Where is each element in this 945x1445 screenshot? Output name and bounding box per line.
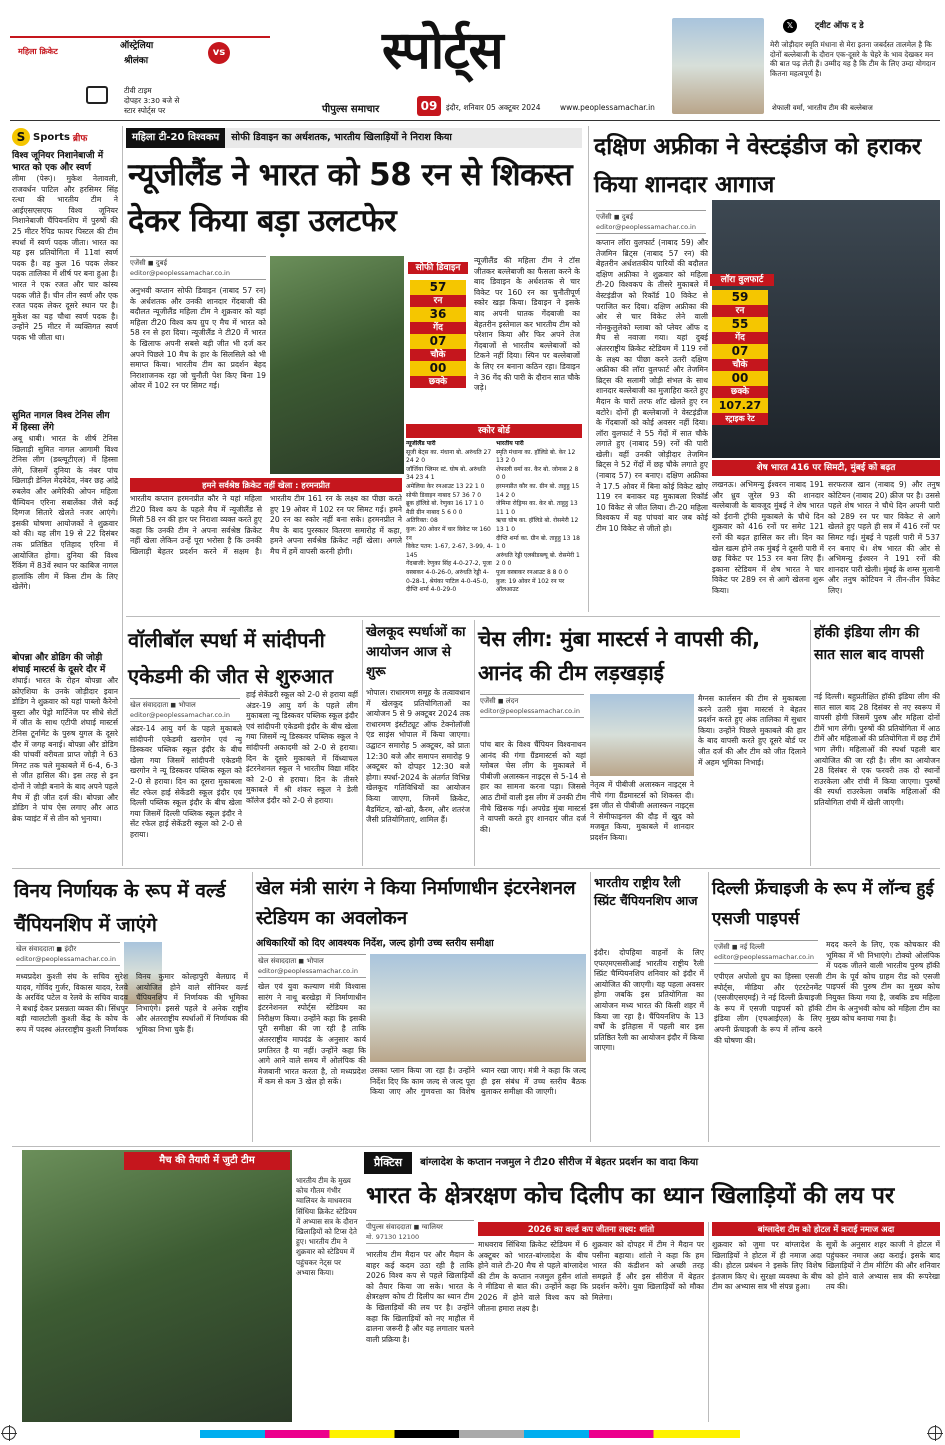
brief-item-text: शंघाई। भारत के रोहन बोपन्ना और क्रोएशिया के उनके जोड़ीदार इवान डोडिग ने शुक्रवार को यहां पाब्लो कैरेनो बुस्टा और पेड्रो मार्टिनेज पर सीधे सेटों में जीत के साथ एटीपी शंघाई मास्टर्स टेनिस टूर्नामेंट के पुरुष युगल के दूसरे दौर में जगह बनाई। बोपन्ना और डोडिग की पांचवीं वरीयता प्राप्त जोड़ी ने 63 मिनट तक चले मुकाबले में 6-4, 6-3 से जीत हासिल की। इस तरह से इन दोनों ने जोड़ी बनाने के बाद अपने पहले मैच में ही जीत दर्ज की। बोपन्ना और डोडिग ने पांच ऐस लगाए और आठ ब्रेक प्वाइंट में से तीन को भुनाया। — [12, 676, 118, 823]
score-line: ब्रूक हॉलिडे बो. रेणुका 16 17 1 0 — [406, 500, 484, 508]
stat-label: रन — [712, 305, 768, 317]
sa-sub-col2: सरफराज खान (नाबाद 9) और तनुष कोटियन (नाबाद 20) क्रीज पर है। उससे पहले शेष भारत ने चौथे दिन अपनी पारी को 289 रन पर चार विकेट से आगे खेलते हुए पहले ही सत्र में 416 रनों पर सिमट गई। मुंबई ने पहली पारी में 537 रन बनाए थे। शेष भारत की ओर से अभिमन्यु ईश्वरन ने 191 रनों की शानदार पारी खेली। मुंबई के शम्स मुलानी और तनुष कोटियन ने तीन-तीन विकेट लिए। — [828, 480, 940, 595]
byline-agency: एजेंसी — [714, 943, 730, 951]
registration-mark — [928, 1426, 942, 1440]
brief-item-title: विश्व जूनियर निशानेबाजी में भारत को एक और स्वर्ण — [12, 151, 104, 173]
byline-email: editor@peoplessamachar.co.in — [596, 223, 696, 231]
byline-agency: एजेंसी — [480, 697, 496, 705]
byline-city: दुबई — [155, 259, 168, 267]
score-line: अमेलिया केर रनआउट 13 22 1 0 — [406, 482, 485, 490]
score-line: पूजा वस्त्राकर रनआउट 8 8 0 0 — [496, 568, 568, 576]
byline-agency: खेल संवाददाता — [130, 701, 169, 709]
practice-photo-banner: मैच की तैयारी में जुटी टीम — [124, 1152, 290, 1170]
byline-city: लंदन — [505, 697, 519, 705]
website: www.peoplessamachar.in — [560, 103, 655, 112]
stat-value: 07 — [712, 344, 768, 359]
byline-agency: पीपुल्स संवाददाता — [366, 1223, 412, 1231]
lead-kicker-label: महिला टी-20 विश्वकप — [126, 128, 225, 148]
score-line: कुल: 19 ओवर में 102 रन पर ऑलआउट — [496, 577, 565, 594]
vs-block — [18, 40, 248, 80]
sarang-photo — [370, 954, 586, 1062]
brief-logo-badge: S — [12, 128, 30, 146]
sa-sub-banner: शेष भारत 416 पर सिमटी, मुंबई को बढ़त — [712, 460, 940, 476]
byline-city: दुबई — [621, 213, 634, 221]
byline-phone: मो. 97130 12100 — [366, 1233, 420, 1241]
practice-headline: भारत के क्षेत्ररक्षण कोच दिलीप का ध्यान खिलाड़ियों की लय पर — [366, 1183, 895, 1209]
lead-col1: अनुभवी कप्तान सोफी डिवाइन (नाबाद 57 रन) के अर्धशतक और उनकी शानदार गेंदबाजी की बदौलत न्यूजीलैंड महिला टीम ने शुक्रवार को यहां महिला टी20 विश्व कप ग्रुप ए मैच में भारत को 58 रन से हरा दिया। न्यूजीलैंड ने टी20 में भारत के खिलाफ अपनी सबसे बड़ी जीत भी दर्ज कर अपने पिछले 10 मैच के हार के सिलसिले को भी समाप्त किया। भारतीय टीम का प्रदर्शन बेहद निराशाजनक रहा जो चुनौती पेश किए बिना 19 ओवर में 102 रन पर सिमट गई। — [130, 286, 266, 391]
practice-kicker — [364, 1152, 940, 1174]
scoreboard-title: स्कोर बोर्ड — [406, 424, 582, 438]
volley-col2: हाई सेकेंडरी स्कूल को 2-0 से हराया वहीं अंडर-19 आयु वर्ग के पहले लीग मुकाबला न्यू डिस्कवर पब्लिक स्कूल इंदौर एवं सांदीपनी एकेडमी इंदौर के बीच खेला गया जिसमें न्यू डिस्कवर पब्लिक स्कूल ने सांदीपनी अकादमी को 2-0 से हराया। दिन के दूसरे मुकाबले में विंध्याचल इंटरनेशनल स्कूल ने भारतीय विद्या मंदिर को 2-0 से हराया। दिन के तीसरे मुकाबले में श्री शंकर स्कूल ने डेली कॉलेज इंदौर को 2-0 से हराया। — [246, 690, 358, 805]
brief-logo-tag: ब्रीफ — [72, 133, 88, 144]
sa-byline: एजेंसी ◼ दुबई editor@peoplessamachar.co.in — [596, 210, 706, 234]
vinay-text: मध्यप्रदेश कुश्ती संघ के सचिव सुरेश यादव, गोविंद गुर्जर, विकास यादव, रेलवे के अरविंद पटेल व रेलवे के सचिव यादव ने बधाई देकर प्रसन्नता व्यक्त की। सिंधपुर बड़ी ग्वालटोली कुश्ती केंद्र के कोच के रूप में पदस्थ अंतरराष्ट्रीय कुश्ती निर्णायक विनय कुमार कोल्हापुरी बेलग्राद में आयोजित होने वाले सीनियर वर्ल्ड चैंपियनशिप में निर्णायक की भूमिका निभाएंगे। इससे पहले वे अनेक राष्ट्रीय और अंतरराष्ट्रीय स्पर्धाओं में निर्णायक की भूमिका निभा चुके हैं। — [16, 972, 248, 1034]
masthead-bottom-rule — [10, 120, 940, 121]
chess-photo — [590, 694, 694, 776]
byline-email: editor@peoplessamachar.co.in — [480, 707, 580, 715]
tweet-author: शेफाली वर्मा, भारतीय टीम की बल्लेबाज — [772, 104, 873, 112]
stat-label: चौके — [712, 359, 768, 371]
byline-city: नई दिल्ली — [739, 943, 765, 951]
tweet-text: मेरी जोड़ीदार स्मृति मंधाना से मेरा इतना जबर्दस्त तालमेल है कि दोनों बल्लेबाजी के दौरान एक-दूसरे के चेहरे के भाव देखकर मन की बात पढ़ लेती हैं। उम्मीद यह है कि टीम के लिए उम्दा योगदान कितना महत्वपूर्ण है। — [770, 40, 936, 78]
sarang-col2: उसका प्लान किया जा रहा है। उन्होंने निर्देश दिए कि काम जल्द से जल्द पूरा किया जाए और गुणवत्ता का विशेष ध्यान रखा जाए। मंत्री ने कहा कि जल्द ही इस संबंध में उच्च स्तरीय बैठक बुलाकर समीक्षा की जाएगी। — [370, 1066, 586, 1097]
stat-label: गेंद — [410, 322, 466, 334]
events-text: भोपाल। राधारमण समूह के तत्वावधान में खेलकूद प्रतियोगिताओं का आयोजन 5 से 9 अक्टूबर 2024 तक राधारमण इंस्टीट्यूट ऑफ टेक्नोलॉजी एंड साइंस भोपाल में किया जाएगा। उद्घाटन समारोह 5 अक्टूबर, को प्रातः 12:30 बजे और समापन समारोह 9 अक्टूबर को दोपहर 12:30 बजे होगा। स्पर्धा-2024 के अंतर्गत विभिन्न खेलकूद गतिविधियों का आयोजन किया जाएगा, जिनमें क्रिकेट, बैडमिंटन, खो-खो, कैरम, और शतरंज जैसी प्रतियोगिताएं, शामिल हैं। — [366, 688, 470, 825]
byline-email: editor@peoplessamachar.co.in — [130, 269, 230, 277]
chess-col1: पांच बार के विश्व चैंपियन विश्वनाथन आनंद की गंगा ग्रैंडमास्टर्स को यहां ग्लोबल चेस लीग के मुकाबले में पीबीजी अलास्कन नाइट्स से 5-14 से हार का सामना करना पड़ा। जिससे आठ टीमों वाली इस लीग में उनकी टीम नीचे खिसक गई। अपग्रेड मुंबा मास्टर्स ने वापसी करते हुए शानदार जीत दर्ज की। — [480, 740, 586, 834]
team2: श्रीलंका — [124, 56, 149, 66]
score-line: सोफी डिवाइन नाबाद 57 36 7 0 — [406, 491, 482, 499]
lead-stats — [410, 280, 466, 388]
color-strip — [200, 1430, 740, 1438]
delhi-byline: एजेंसी ◼ नई दिल्ली editor@peoplessamachar.co.in — [714, 940, 818, 964]
score-line: अतिरिक्त: 08 — [406, 517, 438, 525]
lead-kicker — [126, 128, 582, 148]
brief-divider — [122, 126, 123, 866]
practice-photo-caption: भारतीय टीम के मुख्य कोच गौतम गंभीर ग्वालियर के माधवराव सिंधिया क्रिकेट स्टेडियम में अभ्यास सत्र के दौरान खिलाड़ियों को टिप्स देते हुए। भारतीय टीम ने शुक्रवार को स्टेडियम में पहुंचकर नेट्स पर अभ्यास किया। — [296, 1176, 358, 1277]
practice-photo — [22, 1150, 292, 1422]
score-line: सूजी बेट्स का. मंधाना बो. अरुंधति 27 24 2 0 — [406, 448, 492, 465]
vinay-headline: विनय निर्णायक के रूप में वर्ल्ड चैंपियनशिप में जाएंगे — [14, 880, 226, 936]
stat-value: 107.27 — [712, 398, 768, 413]
stat-label: रन — [410, 295, 466, 307]
scoreboard-right — [496, 440, 582, 598]
byline-email: editor@peoplessamachar.co.in — [130, 711, 230, 719]
practice-side-col2: शुक्रवार को दोपहर में टीम ने मैदान पर पसीना बहाया। शांतो ने कहा कि हम भारत की कंडीशन को अच्छी तरह समझते हैं और इस सीरीज में बेहतर प्रदर्शन करेंगे। युवा खिलाड़ियों को मौका मिलेगा। — [592, 1240, 704, 1302]
volley-byline: खेल संवाददाता ◼ भोपाल editor@peoplessamachar.co.in — [130, 698, 240, 722]
sa-sub-col1: लखनऊ। अभिमन्यु ईश्वरन नाबाद 191 और ध्रुव जुरेल 93 की शानदार बल्लेबाजी के बावजूद मुंबई ने शेष भारत को ईरानी ट्रॉफी मुकाबले के चौथे दिन शुक्रवार को 416 रनों पर समेट 121 रनों की बढ़त हासिल कर ली। दिन का खेल खत्म होने तक मुंबई ने दूसरी पारी में छह विकेट पर 153 रन बना लिए हैं। इकाना स्टेडियम में शेष भारत ने चार विकेट पर 289 रन से आगे खेलना शुरू किया। — [712, 480, 824, 595]
brief-item-text: लीमा (पेरू)। मुकेश नेलावली, राजवर्धन पाटिल और हरसिमर सिंह रत्था की भारतीय टीम ने आईएसएसएफ विश्व जूनियर निशानेबाजी चैंपियनशिप में पुरुषों की 25 मीटर रैपिड फायर पिस्टल की टीम स्पर्धा में स्वर्ण पदक जीता। भारत का यह इस प्रतियोगिता में 11वां स्वर्ण पदक है। वह कुल 16 पदक लेकर पदक तालिका में शीर्ष पर बना हुआ है। भारत ने एक रजत और चार कांस्य पदक जीते हैं। चीन तीन स्वर्ण और एक रजत पदक लेकर दूसरे स्थान पर है। मुकेश का यह चौथा स्वर्ण पदक है। उन्होंने 25 मीटर में व्यक्तिगत स्वर्ण पदक भी जीता था। — [12, 174, 118, 342]
stat-value: 57 — [410, 280, 466, 295]
stat-label: छक्के — [410, 376, 466, 388]
brief-logo-word: Sports — [33, 131, 70, 143]
practice-col1: भारतीय टीम मैदान पर और मैदान के बाहर कई कदम उठा रही है ताकि 2026 विश्व कप से पहले खिलाड़ियों को तैयार किया जा सके। भारत के क्षेत्ररक्षण कोच टी दिलीप का ध्यान टीम के खिलाड़ियों की लय पर है। उन्होंने कहा कि खिलाड़ियों को नए माहौल में ढालना जरूरी है और यह लगातार चलने वाली प्रक्रिया है। — [366, 1250, 474, 1344]
practice-side-banner2: बांग्लादेश टीम को होटल में कराई नमाज अदा — [712, 1222, 940, 1236]
lead-headline: न्यूजीलैंड ने भारत को 58 रन से शिकस्त देकर किया बड़ा उलटफेर — [128, 157, 573, 239]
byline-city: भोपाल — [306, 957, 324, 965]
volley-headline: वॉलीबॉल स्पर्धा में सांदीपनी एकेडमी की जीत से शुरुआत — [128, 628, 333, 688]
stat-value: 07 — [410, 334, 466, 349]
hockey-headline: हॉकी इंडिया लीग की सात साल बाद वापसी — [814, 625, 924, 663]
practice-divider — [708, 1222, 709, 1422]
page-number: 09 — [417, 96, 441, 116]
score-line: हरमनप्रीत कौर का. ग्रीन बो. ताहुहु 15 14 2 0 — [496, 482, 580, 499]
chess-divider — [810, 620, 811, 866]
quote-banner: हमने सर्वश्रेष्ठ क्रिकेट नहीं खेला : हरमनप्रीत — [130, 478, 402, 492]
lead-col2: न्यूजीलैंड की महिला टीम ने टॉस जीतकर बल्लेबाजी का फैसला करने के बाद डिवाइन के अर्धशतक से चार विकेट पर 160 रन का चुनौतीपूर्ण स्कोर खड़ा किया। डिवाइन ने इसके बाद अपनी घातक गेंदबाजी का बेहतरीन इस्तेमाल कर भारतीय टीम को परेशान किया और फिर अपने तेज गेंदबाजों से भारतीय बल्लेबाजों को टिकने नहीं दिया। स्पिन पर बल्लेबाजों के लिए रन बनाना कठिन रहा। डिवाइन ने 36 गेंद की पारी के दौरान सात चौके जड़े। — [474, 256, 580, 393]
masthead-title: स्पोर्ट्स — [382, 21, 503, 81]
chess-col3: मैग्नस कार्लसन की टीम से मुकाबला करने उतरी मुंबा मास्टर्स ने बेहतर प्रदर्शन करते हुए अंक तालिका में सुधार किया। उन्होंने पिछले मुकाबले की हार के बाद वापसी करते हुए दूसरे बोर्ड पर जीत दर्ज की और टीम को जीत दिलाने में अहम भूमिका निभाई। — [698, 694, 806, 767]
byline-city: ग्वालियर — [421, 1223, 443, 1231]
score-line: भारतीय पारी — [496, 440, 524, 447]
tv-line2: दोपहर 3:30 बजे से — [124, 96, 180, 105]
score-line: जेमिमा रोड्रिग्स का. केर बो. ताहुहु 13 11 1 0 — [496, 500, 578, 516]
byline-agency: खेल संवाददाता — [16, 945, 55, 953]
events-headline: खेलकूद स्पर्धाओं का आयोजन आज से शुरू — [366, 624, 466, 680]
practice-kicker-text: बांग्लादेश के कप्तान नजमुल ने टी20 सीरीज में बेहतर प्रदर्शन का वादा किया — [420, 1157, 699, 1168]
score-line: विकेट पतन: 1-67, 2-67, 3-99, 4-145 — [406, 543, 493, 559]
stat-label: चौके — [410, 349, 466, 361]
sa-stats — [712, 290, 768, 425]
brief-logo — [12, 126, 118, 148]
scoreboard-left — [406, 440, 494, 598]
stat-value: 00 — [712, 371, 768, 386]
chess-col2: नेतृत्व में पीबीजी अलास्कन नाइट्स ने नीचे गंगा ग्रैंडमास्टर्स को शिकस्त दी। इस जीत से पीबीजी अलास्कन नाइट्स ने सेमीफाइनल की दौड़ में खुद को मजबूत किया, मुकाबले में शानदार प्रदर्शन किया। — [590, 780, 694, 842]
volley-divider — [362, 620, 363, 866]
section-rule-2 — [12, 868, 940, 869]
byline-city: इंदौर — [64, 945, 77, 953]
stat-value: 59 — [712, 290, 768, 305]
sa-text: कप्तान लॉरा वुलफार्ट (नाबाद 59) और तेजमिन ब्रिट्स (नाबाद 57 रन) की बेहतरीन अर्धशतकीय पारियों की बदौलत दक्षिण अफ्रीका ने शुक्रवार को महिला टी-20 विश्वकप के तीसरे मुकाबले में वेस्टइंडीज को रिकॉर्ड 10 विकेट से पराजित कर दिया। दक्षिण अफ्रीका की ओर से चार विकेट लेने वाली नोनकुलुलेको म्लाबा को प्लेयर ऑफ द मैच से नवाजा गया। यहां दुबई अंतरराष्ट्रीय क्रिकेट स्टेडियम में 119 रनों के लक्ष्य का पीछा करने उतरी दक्षिण अफ्रीका की लॉरा वुलफार्ट और तेजमिन ब्रिट्स की सलामी जोड़ी संभल के साथ शानदार बल्लेबाजी का मुजाहिरा करते हुए मैदान के चारों तरफ शॉट खेलते हुए रन बटोरे। दोनों ही बल्लेबाजों ने वेस्टइंडीज के गेंदबाजों को कोई अवसर नहीं दिया। लॉरा वुलफार्ट ने 55 गेंदों में सात चौके लगाते हुए (नाबाद 59) रनों की पारी खेली। वहीं उनकी जोड़ीदार तेजमिन ब्रिट्स ने 52 गेंदों में छह चौके लगाते हुए (नाबाद 57) रन बनाए। दक्षिण अफ्रीका ने 17.5 ओवर में बिना कोई विकेट खोए 119 रन बनाकर यह मुकाबला रिकॉर्ड 10 विकेट से जीत लिया। टी-20 महिला विश्वकप में यह पांचवां बार जब कोई टीम 10 विकेट से जीतो हो। — [596, 238, 708, 534]
sarang-subhead: अधिकारियों को दिए आवश्यक निर्देश, जल्द होगी उच्च स्तरीय समीक्षा — [256, 938, 494, 949]
brief-item-title: सुमित नागल विश्व टेनिस लीग में हिस्सा लेंगे — [12, 411, 110, 433]
stat-label: स्ट्राइक रेट — [712, 413, 768, 425]
delhi-col1: एपीएल अपोलो ग्रुप का हिस्सा एसजी स्पोर्ट्स, मीडिया और एंटरटेनमेंट (एसजीएसएमई) ने नई दिल्ली फ्रेंचाइजी के रूप में एसजी पाइपर्स को हॉकी इंडिया लीग (एचआईएल) के लिए अपनी फ्रेंचाइजी के रूप में लॉन्च करने की घोषणा की। — [714, 972, 822, 1045]
lead-player-photo — [270, 256, 404, 474]
byline-agency: खेल संवाददाता — [258, 957, 297, 965]
section-rule-1 — [126, 616, 940, 617]
vs-badge: vs — [208, 42, 230, 64]
stat-value: 55 — [712, 317, 768, 332]
stat-value: 00 — [410, 361, 466, 376]
rally-headline: भारतीय राष्ट्रीय रैली स्प्रिंट चैंपियनशिप आज — [594, 875, 698, 908]
quote-text: भारतीय कप्तान हरमनप्रीत कौर ने यहां महिला टी20 विश्व कप के पहले मैच में न्यूजीलैंड से मिली 58 रन की हार पर निराशा व्यक्त करते हुए कहा कि उनकी टीम ने अपना सर्वश्रेष्ठ क्रिकेट नहीं खेला लेकिन उन्हें पूरा भरोसा है कि उनकी खिलाड़ी बेहतर प्रदर्शन करने में सक्षम है। भारतीय टीम 161 रन के लक्ष्य का पीछा करते हुए 19 ओवर में 102 रन पर सिमट गई। हमने 20 रन का स्कोर नहीं बना सके। हरमनप्रीत ने मैच के बाद पुरस्कार वितरण समारोह में कहा, हमने अपना सर्वश्रेष्ठ क्रिकेट नहीं खेला। अगले मैच में हमें वापसी करनी होगी। — [130, 494, 402, 556]
sarang-divider — [590, 872, 591, 1142]
stat-label: गेंद — [712, 332, 768, 344]
rally-divider — [708, 872, 709, 1142]
lead-player-name: सोफी डिवाइन — [408, 262, 468, 274]
byline-agency: एजेंसी — [130, 259, 146, 267]
lead-kicker-text: सोफी डिवाइन का अर्धशतक, भारतीय खिलाड़ियों ने निराश किया — [225, 128, 582, 148]
vinay-byline: खेल संवाददाता ◼ इंदौर editor@peoplessamachar.co.in — [16, 942, 120, 966]
chess-byline: एजेंसी ◼ लंदन editor@peoplessamachar.co.in — [480, 694, 584, 718]
practice-kicker-label: प्रैक्टिस — [364, 1152, 412, 1174]
tv-icon — [86, 86, 108, 104]
lead-byline: एजेंसी ◼ दुबई editor@peoplessamachar.co.in — [130, 256, 266, 280]
score-line: अरुंधति रेड्डी एलबीडब्ल्यू बो. रोसमेरी 1 2 0 0 — [496, 551, 580, 568]
tweet-photo — [672, 18, 764, 114]
practice-side-banner1: 2026 का वर्ल्ड कप जीतना लक्ष्य: शांतो — [478, 1222, 704, 1236]
team1: ऑस्ट्रेलिया — [120, 41, 154, 51]
tv-line1: टीवी टाइम — [124, 86, 152, 95]
byline-email: editor@peoplessamachar.co.in — [16, 955, 116, 963]
masthead-brand: पीपुल्स समाचार — [322, 104, 380, 115]
byline-email: editor@peoplessamachar.co.in — [714, 953, 814, 961]
practice-side-col3: शुक्रवार को जुमा पर बांग्लादेश के खिलाड़ियों ने होटल में ही नमाज अदा की। होटल प्रबंधन ने इसके लिए विशेष इंतजाम किए थे। सुरक्षा व्यवस्था के बीच टीम का अभ्यास सत्र भी संपन्न हुआ। — [712, 1240, 822, 1292]
tv-time-block — [124, 86, 179, 116]
byline-email: editor@peoplessamachar.co.in — [258, 967, 358, 975]
volley-col1: अंडर-14 आयु वर्ग के पहले मुकाबले सांदीपनी एकेडमी खरगोन एवं न्यू डिस्कवर पब्लिक स्कूल इंदौर के बीच खेला गया जिसमें सांदीपनी एकेडमी खरगोन ने न्यू डिस्कवर पब्लिक स्कूल को 2-0 से हराया। दिन का दूसरा मुकाबला सेंट रफेल हाई सेकेंडरी स्कूल इंदौर एवं दिल्ली पब्लिक स्कूल इंदौर के बीच खेला गया जिसमें दिल्ली पब्लिक स्कूल इंदौर ने सेंट रफेल हाई सेकेंडरी स्कूल को 2-0 से हराया। — [130, 724, 242, 839]
delhi-col2: मदद करने के लिए, एक कोचकार की भूमिका में भी निभाएंगे। टोक्यो ओलंपिक में पदक जीतने वाली भारतीय पुरुष हॉकी टीम के पूर्व कोच ग्राहम रीड को एसजी पाइपर्स की पुरुष टीम का मुख्य कोच नियुक्त किया गया है, जबकि डच महिला टीम के अनुभवी कोच को महिला टीम का मुख्य कोच बनाया गया है। — [826, 940, 940, 1024]
stat-value: 36 — [410, 307, 466, 322]
hockey-text: नई दिल्ली। बहुप्रतीक्षित हॉकी इंडिया लीग की सात साल बाद 28 दिसंबर से नए स्वरूप में वापसी होगी जिसमें पुरुष और महिला दोनों टीमें भाग लेंगी। पुरुषों की प्रतियोगिता में आठ टीमें और महिलाओं की प्रतियोगिता में छह टीमें भाग लेंगी। महिलाओं की स्पर्धा पहली बार आयोजित की जा रही है। लीग का आयोजन 28 दिसंबर से एक फरवरी तक दो स्थानों राउरकेला और रांची में किया जाएगा। पुरुषों की स्पर्धा राउरकेला जबकि महिलाओं की प्रतियोगिता रांची में खेली जाएगी। — [814, 692, 940, 807]
registration-mark — [2, 1426, 16, 1440]
brief-item-text: अबू धाबी। भारत के शीर्ष टेनिस खिलाड़ी सुमित नागल आगामी विश्व टेनिस लीग (डब्ल्यूटीएल) में हिस्सा लेंगे, जिसमें दुनिया के नंबर पांच खिलाड़ी डेनिल मेदवेदेव, नंबर छह आंद्रे रुबलेव और अमेरिकी ओपन महिला चैम्पियन एरिना सबालेंका जैसे कई दिग्गज सितारे खेलते नजर आएंगे। इसकी घोषणा आयोजकों ने शुक्रवार को की। यह लीग 19 से 22 दिसंबर तक प्रतिष्ठित एतिहाद एरिना में आयोजित होगा। दुनिया की विश्व रैंकिंग में 83वें स्थान पर काबिज नागल हालांकि लीग में किस टीम के लिए खेलेंगे। — [12, 434, 118, 592]
score-line: शेफाली वर्मा का. कैर बो. जोनास 2 8 0 0 — [496, 465, 579, 482]
rally-text: इंदौर। दोपहिया वाहनों के लिए एफएमएससीआई भारतीय राष्ट्रीय रैली स्प्रिंट चैम्पियनशिप शनिवार को इंदौर में आयोजित की जाएगी। यह पहला अवसर होगा जबकि इस प्रतियोगिता का आयोजन मध्य भारत की किसी शहर में किया जा रहा है। चैंपियनशिप के 13 वर्षों के इतिहास में पहली बार इस प्रतिष्ठित रैली का आयोजन इंदौर में किया जाएगा। — [594, 948, 704, 1053]
score-line: दीप्ति शर्मा का. ग्रीन बो. ताहुहु 13 18 1 0 — [496, 534, 580, 551]
score-line: न्यूजीलैंड पारी — [406, 440, 436, 447]
chess-headline: चेस लीग: मुंबा मास्टर्स ने वापसी की, आनंद की टीम लड़खड़ाई — [478, 627, 761, 685]
score-line: ऋचा घोष का. हॉलिडे बो. रोसमेरी 12 13 1 0 — [496, 517, 579, 533]
score-line: गेंदबाजी: रेणुका सिंह 4-0-27-2, पूजा वस्त्राकर 4-0-26-0, अरुंधति रेड्डी 4-0-28-1, श्रेयंका पाटिल 4-0-45-0, दीप्ति शर्मा 4-0-29-0 — [406, 560, 492, 594]
sarang-headline: खेल मंत्री सारंग ने किया निर्माणाधीन इंटरनेशनल स्टेडियम का अवलोकन — [256, 878, 576, 929]
sarang-byline: खेल संवाददाता ◼ भोपाल editor@peoplessamachar.co.in — [258, 954, 366, 978]
score-line: जॉर्जिया प्लिमर स्टं. घोष बो. अरुंधति 34 23 4 1 — [406, 465, 486, 482]
events-divider — [474, 620, 475, 866]
byline-agency: एजेंसी — [596, 213, 612, 221]
vinay-divider — [252, 872, 253, 1142]
vs-label: महिला क्रिकेट — [18, 47, 58, 56]
x-icon: 𝕏 — [783, 19, 797, 33]
tweet-label: ट्वीट ऑफ द डे — [815, 21, 864, 31]
score-line: मैडी ग्रीन नाबाद 5 6 0 0 — [406, 508, 463, 516]
delhi-headline: दिल्ली फ्रेंचाइजी के रूप में लॉन्च हुई एसजी पाइपर्स — [712, 879, 934, 929]
section-rule-3 — [12, 1146, 940, 1147]
practice-side-col4: सूत्रों के अनुसार शहर काजी ने होटल में पहुंचकर नमाज अदा कराई। इसके बाद खिलाड़ियों ने टीम मीटिंग की और शनिवार को होने वाले अभ्यास सत्र की रूपरेखा तय की। — [826, 1240, 940, 1292]
stat-label: छक्के — [712, 386, 768, 398]
score-line: कुल: 20 ओवर में चार विकेट पर 160 रन — [406, 525, 491, 542]
sa-player-name: लॉरा वुलफार्ट — [710, 274, 774, 286]
brief-item-title: बोपन्ना और डोडिग की जोड़ी शंघाई मास्टर्स के दूसरे दौर में — [12, 653, 106, 675]
brief-column — [12, 126, 118, 960]
practice-byline: पीपुल्स संवाददाता ◼ ग्वालियर मो. 97130 12100 — [366, 1220, 474, 1244]
byline-city: भोपाल — [178, 701, 196, 709]
practice-side-col1: माधवराव सिंधिया क्रिकेट स्टेडियम में 6 अक्टूबर को भारत-बांग्लादेश के बीच होने वाले टी-20 मैच से पहले बांग्लादेश की टीम के कप्तान नजमुल हुसैन शांतो ने मीडिया से बात की। उन्होंने कहा कि 2026 में होने वाले विश्व कप को जीतना हमारा लक्ष्य है। — [478, 1240, 588, 1313]
sa-headline: दक्षिण अफ्रीका ने वेस्टइंडीज को हराकर किया शानदार आगाज — [594, 134, 922, 198]
dateline: इंदौर, शनिवार 05 अक्टूबर 2024 — [446, 103, 541, 112]
tv-line3: स्टार स्पोर्ट्स पर — [124, 106, 166, 115]
sarang-col1: खेल एवं युवा कल्याण मंत्री विश्वास सारंग ने नाथू बरखेड़ा में निर्माणाधीन इंटरनेशनल स्पोर्ट्स स्टेडियम का निरीक्षण किया। उन्होंने कहा कि इसकी पूरी समीक्षा की जा रही है ताकि अंतरराष्ट्रीय मापदंड के अनुसार कार्य प्रगतिरत है या नहीं। उन्होंने कहा कि आगे आने वाले समय में ओलंपिक की मेजबानी भारत करता है, तो मध्यप्रदेश में कम से कम 3 खेल हो सकें। — [258, 982, 366, 1087]
score-line: स्मृति मंधाना का. हॉलिडे बो. केर 12 13 2 0 — [496, 448, 576, 465]
lead-divider — [588, 126, 589, 612]
